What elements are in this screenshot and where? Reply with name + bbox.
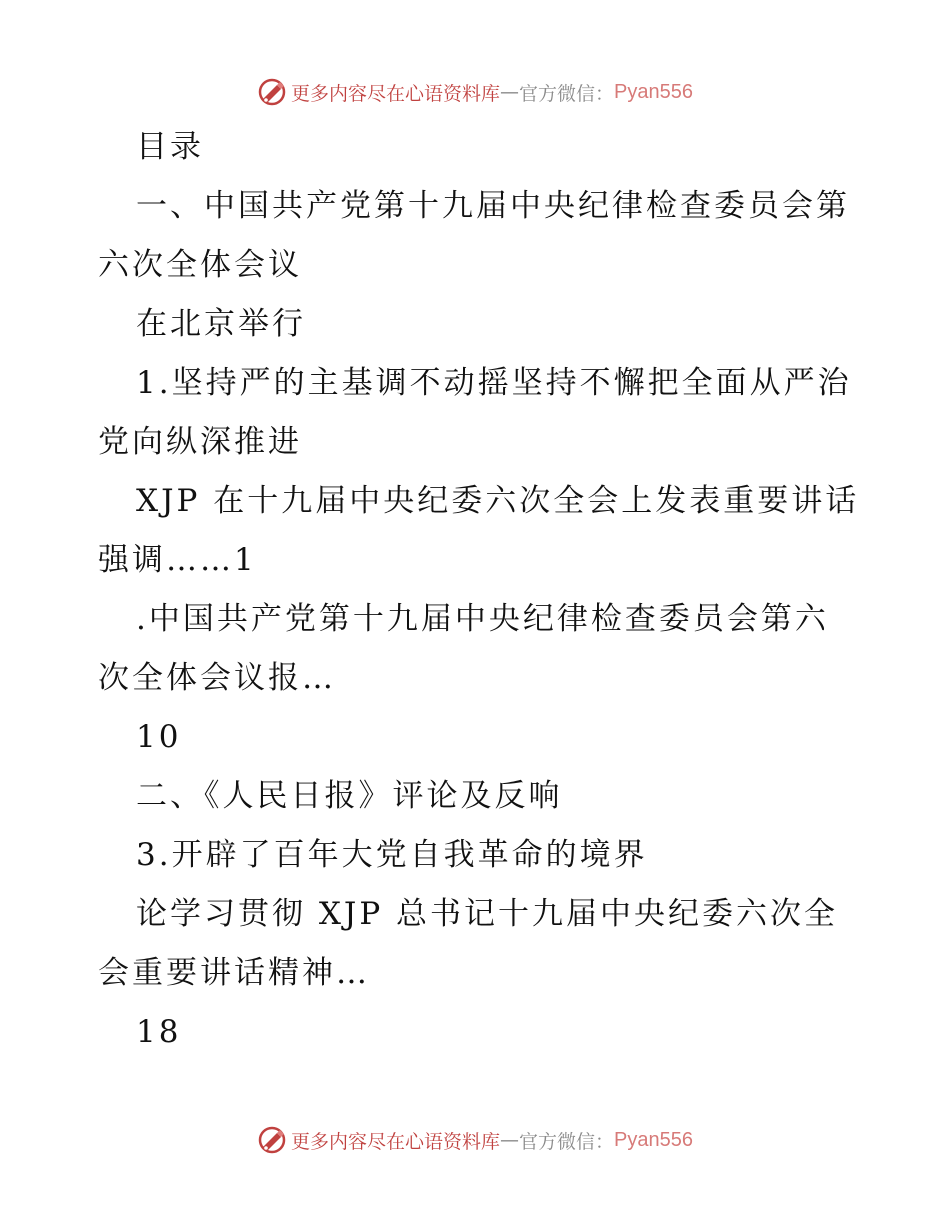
toc-title: 目录 — [136, 129, 204, 165]
toc-line: 论学习贯彻 XJP 总书记十九届中央纪委六次全 — [136, 896, 839, 932]
toc-page-number: 10 — [136, 719, 182, 755]
watermark-id: Pyan556 — [614, 80, 693, 103]
toc-page-number: 18 — [136, 1014, 182, 1050]
watermark-main-text: 更多内容尽在心语资料库 — [291, 1130, 501, 1153]
toc-line: XJP 在十九届中央纪委六次全会上发表重要讲话 — [136, 483, 860, 519]
toc-line: 党向纵深推进 — [98, 424, 302, 460]
toc-content — [98, 118, 858, 1062]
toc-line: .中国共产党第十九届中央纪律检查委员会第六 — [136, 601, 829, 637]
toc-line: 六次全体会议 — [98, 247, 302, 283]
toc-line: 1.坚持严的主基调不动摇坚持不懈把全面从严治 — [136, 365, 852, 401]
footer-watermark — [0, 1120, 950, 1160]
pen-logo-icon — [257, 77, 287, 107]
toc-line: 强调……1 — [98, 542, 257, 578]
toc-line: 一、中国共产党第十九届中央纪律检查委员会第 — [136, 188, 850, 224]
watermark-official-label: 官方微信： — [519, 82, 615, 105]
watermark-dash: — — [500, 1129, 520, 1151]
watermark-id: Pyan556 — [614, 1128, 693, 1151]
watermark-dash: — — [500, 81, 520, 103]
toc-line: 3.开辟了百年大党自我革命的境界 — [136, 837, 648, 873]
watermark-official-label: 官方微信： — [519, 1130, 615, 1153]
toc-line: 次全体会议报… — [98, 660, 336, 696]
toc-line: 二、《人民日报》评论及反响 — [136, 778, 563, 814]
toc-line: 在北京举行 — [136, 306, 306, 342]
watermark-main-text: 更多内容尽在心语资料库 — [291, 82, 501, 105]
header-watermark — [0, 72, 950, 112]
pen-logo-icon — [257, 1125, 287, 1155]
toc-line: 会重要讲话精神… — [98, 955, 370, 991]
